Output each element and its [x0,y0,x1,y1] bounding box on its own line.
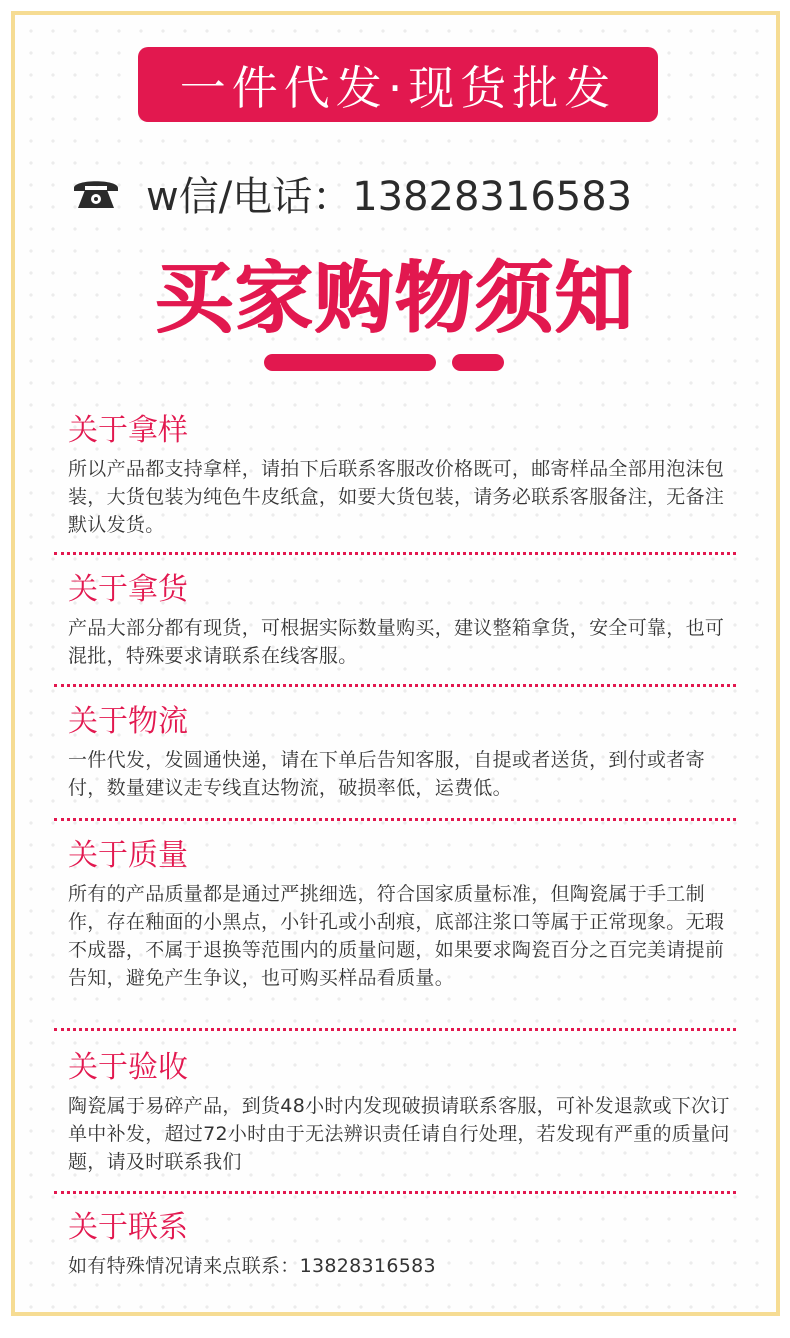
header-banner [138,47,658,122]
section-body: 如有特殊情况请来点联系：13828316583 [68,1255,436,1277]
section-title: 关于拿样 [68,413,188,448]
contact-phone-text: w信/电话：13828316583 [146,173,633,220]
section-logistics [68,704,730,802]
title-underline-long [264,354,436,371]
section-title: 关于联系 [68,1210,188,1245]
section-title: 关于拿货 [68,572,188,607]
dotted-divider [54,552,736,555]
dotted-divider [54,684,736,687]
section-title: 关于验收 [68,1050,188,1085]
dotted-divider [54,1028,736,1031]
section-stock [68,572,730,670]
section-acceptance [68,1050,730,1176]
section-contact [68,1210,730,1280]
section-body: 所以产品都支持拿样，请拍下后联系客服改价格既可，邮寄样品全部用泡沫包装，大货包装为纯色牛皮纸盒，如要大货包装，请务必联系客服备注，无备注默认发货。 [68,458,725,536]
title-underline-short [452,354,504,371]
dotted-divider [54,1191,736,1194]
dotted-divider [54,818,736,821]
section-title: 关于质量 [68,838,188,873]
section-body: 所有的产品质量都是通过严挑细选，符合国家质量标准，但陶瓷属于手工制作，存在釉面的小黑点，小针孔或小刮痕，底部注浆口等属于正常现象。无瑕不成器，不属于退换等范围内的质量问题，如果要求陶瓷百分之百完美请提前告知，避免产生争议，也可购买样品看质量。 [68,883,725,989]
section-title: 关于物流 [68,704,188,739]
banner-text: 一件代发·现货批发 [179,60,617,115]
section-sample [68,413,730,539]
section-body: 一件代发，发圆通快递，请在下单后告知客服，自提或者送货，到付或者寄付，数量建议走专线直达物流，破损率低，运费低。 [68,749,705,799]
contact-row [72,165,632,221]
section-body: 产品大部分都有现货，可根据实际数量购买，建议整箱拿货，安全可靠，也可混批，特殊要求请联系在线客服。 [68,617,725,667]
section-body: 陶瓷属于易碎产品，到货48小时内发现破损请联系客服，可补发退款或下次订单中补发，超过72小时由于无法辨识责任请自行处理，若发现有严重的质量问题，请及时联系我们 [68,1095,730,1173]
section-quality [68,838,730,992]
page-title: 买家购物须知 [154,254,635,344]
telephone-icon [72,177,120,209]
